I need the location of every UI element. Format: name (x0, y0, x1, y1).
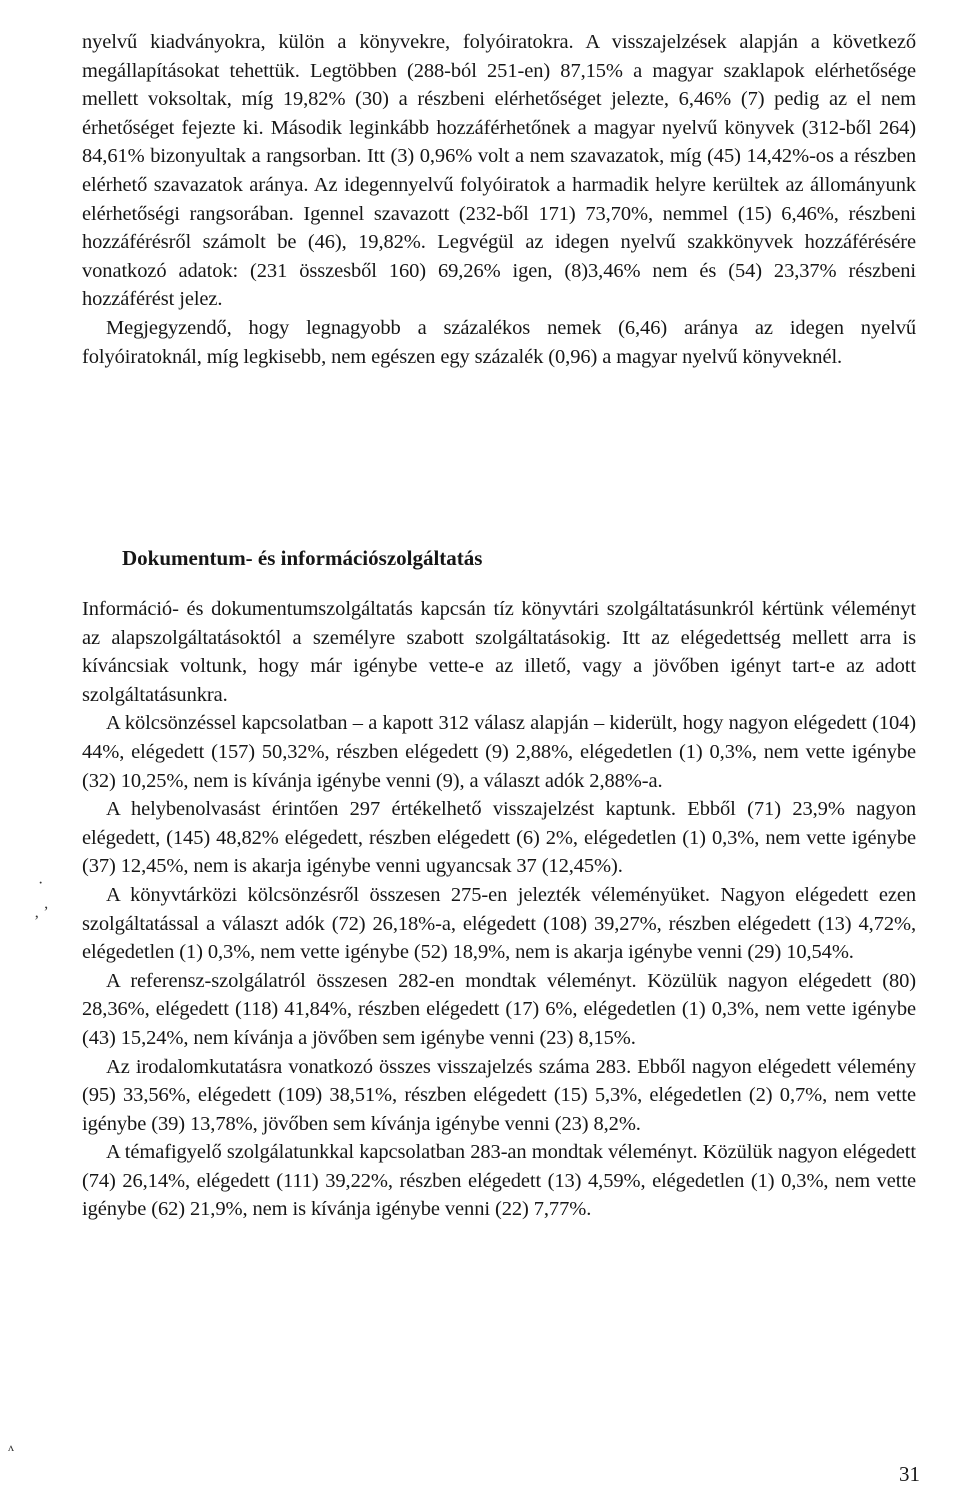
page-number: 31 (899, 1462, 920, 1486)
paragraph: A helybenolvasást érintően 297 értékelhető visszajelzést kaptunk. Ebből (71) 23,9% nagyon elégedett, (145) 48,82% elégedett, részben elégedett (6) 2%, elégedetlen (1) 0,3%, nem vette igénybe (37) 12,45%, nem is akarja igénybe venni ugyancsak 37 (12,45%). (82, 798, 916, 878)
margin-mark: · (38, 875, 44, 892)
paragraph: A kölcsönzéssel kapcsolatban – a kapott 312 válasz alapján – kiderült, hogy nagyon elégedett (104) 44%, elégedett (157) 50,32%, részben elégedett (9) 2,88%, elégedetlen (1) 0,3%, nem vette igénybe (32) 10,25%, nem is kívánja igénybe venni (9), a választ adók 2,88%-a. (82, 712, 916, 792)
paragraph: Megjegyzendő, hogy legnagyobb a százalékos nemek (6,46) aránya az idegen nyelvű folyóiratoknál, míg legkisebb, nem egészen egy százalék (0,96) a magyar nyelvű könyveknél. (82, 316, 916, 368)
margin-mark: ʌ (8, 1440, 14, 1454)
margin-mark: ‚ ’ (34, 904, 49, 921)
paragraph: Az irodalomkutatásra vonatkozó összes visszajelzés száma 283. Ebből nagyon elégedett vélemény (95) 33,56%, elégedett (109) 38,51%, részben elégedett (15) 5,3%, elégedetlen (2) 0,7%, nem vette igénybe (39) 13,78%, jövőben sem kívánja igénybe venni (23) 8,2%. (82, 1055, 916, 1135)
section-intro (82, 28, 916, 371)
section-heading: Dokumentum- és információszolgáltatás (122, 546, 483, 570)
paragraph: A témafigyelő szolgálatunkkal kapcsolatban 283-an mondtak véleményt. Közülük nagyon elégedett (74) 26,14%, elégedett (111) 39,22%, részben elégedett (13) 4,59%, elégedetlen (1) 0,3%, nem vette igénybe (62) 21,9%, nem is kívánja igénybe venni (22) 7,77%. (82, 1141, 916, 1221)
paragraph: A könyvtárközi kölcsönzésről összesen 275-en jelezték véleményüket. Nagyon elégedett ezen szolgáltatással a választ adók (72) 26,18%-a, elégedett (108) 39,27%, részben elégedett (13) 4,72%, elégedetlen (1) 0,3%, nem vette igénybe (52) 18,9%, nem is akarja igénybe venni (29) 10,54%. (82, 883, 916, 964)
paragraph: A referensz-szolgálatról összesen 282-en mondtak véleményt. Közülük nagyon elégedett (80) 28,36%, elégedett (118) 41,84%, részben elégedett (17) 6%, elégedetlen (1) 0,3%, nem vette igénybe (43) 15,24%, nem kívánja a jövőben sem igénybe venni (23) 8,15%. (82, 969, 916, 1049)
section-body (82, 595, 916, 1224)
paragraph: Információ- és dokumentumszolgáltatás kapcsán tíz könyvtári szolgáltatásunkról kértünk véleményt az alapszolgáltatásoktól a személyre szabott szolgáltatásokig. Itt az elégedettség mellett arra is kíváncsiak voltunk, hogy már igénybe vette-e az illető, vagy a jövőben igényt tart-e az adott szolgáltatásunkra. (82, 598, 916, 706)
paragraph: nyelvű kiadványokra, külön a könyvekre, folyóiratokra. A visszajelzések alapján a következő megállapításokat tehettük. Legtöbben (288-ból 251-en) 87,15% a magyar szaklapok elérhetősége mellett voksoltak, míg 19,82% (30) a részbeni elérhetőséget jelezte, 6,46% (7) pedig az el nem érhetőséget fejezte ki. Második leginkább hozzáférhetőnek a magyar nyelvű könyvek (312-ből 264) 84,61% bizonyultak a rangsorban. Itt (3) 0,96% volt a nem szavazatok, míg (45) 14,42%-os a részben elérhető szavazatok aránya. Az idegennyelvű folyóiratok a harmadik helyre kerültek az állományunk elérhetőségi rangsorában. Igennel szavazott (232-ből 171) 73,70%, nemmel (15) 6,46%, részbeni hozzáférésről számolt be (46), 19,82%. Legvégül az idegen nyelvű szakkönyvek hozzáférésére vonatkozó adatok: (231 összesből 160) 69,26% igen, (8)3,46% nem és (54) 23,37% részbeni hozzáférést jelez. (82, 31, 916, 311)
